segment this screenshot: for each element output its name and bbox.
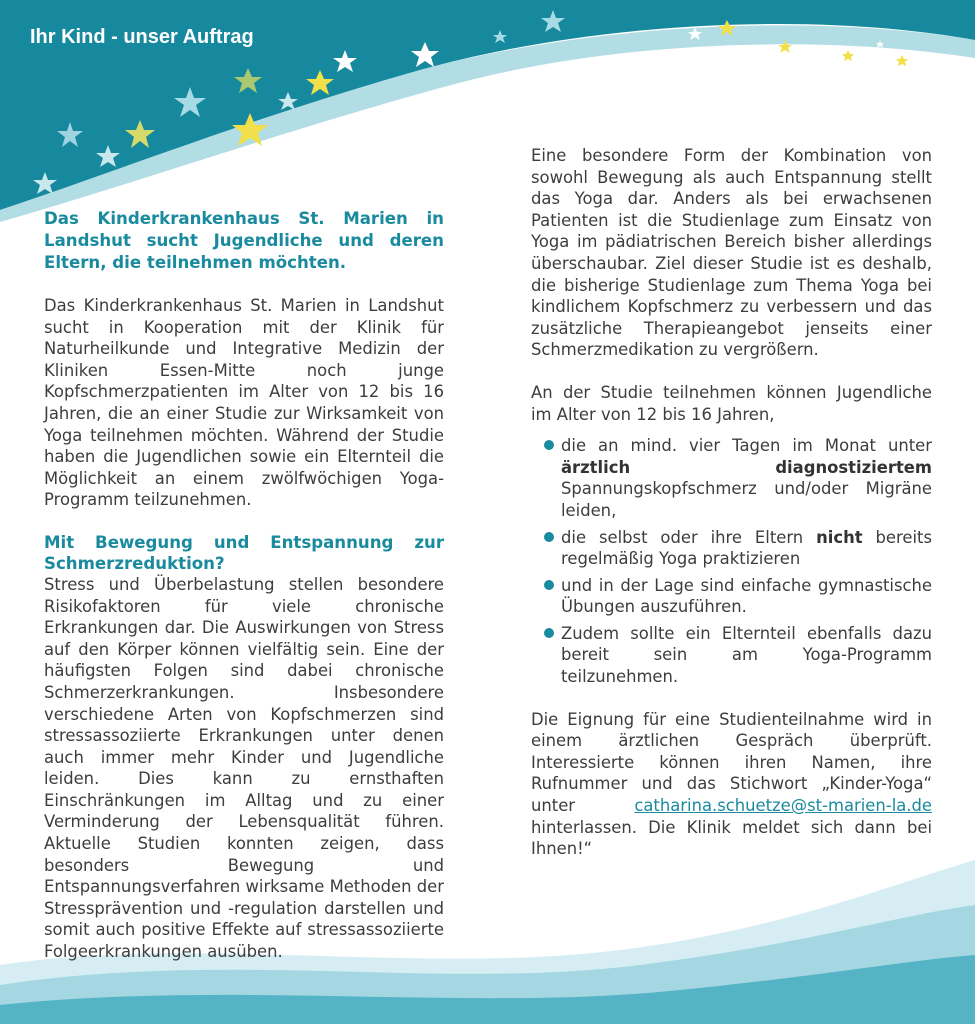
criteria-item: die an mind. vier Tagen im Monat unter ärztlich diagnostiziertem Spannungskopfschmerz und/oder Migräne leiden, <box>531 435 932 521</box>
left-paragraph-2: Stress und Überbelastung stellen besondere Risikofaktoren für viele chronische Erkrankungen dar. Die Auswirkungen von Stress auf den Körper können vielfältig sein. Eine der häufigsten Folgen sind dabei chronische Schmerzerkrankungen. Insbesondere verschiedene Arten von Kopfschmerzen sind stressassoziierte Erkrankungen unter denen auch immer mehr Kinder und Jugendliche leiden. Dies kann zu ernsthaften Einschränkungen im Alltag und zu einer Verminderung der Lebensqualität führen. Aktuelle Studien konnten zeigen, dass besonders Bewegung und Entspannungsverfahren wirksame Methoden der Stressprävention und -regulation darstellen und somit auch positive Effekte auf stressassoziierte Folgeerkrankungen ausüben. <box>44 574 444 962</box>
bullet-icon <box>544 580 554 590</box>
criteria-item: und in der Lage sind einfache gymnastische Übungen auszuführen. <box>531 575 932 618</box>
criteria-item: Zudem sollte ein Elternteil ebenfalls dazu bereit sein am Yoga-Programm teilzunehmen. <box>531 623 932 688</box>
left-column <box>44 208 444 963</box>
right-paragraph-1: Eine besondere Form der Kombination von sowohl Bewegung als auch Entspannung stellt das Yoga dar. Anders als bei erwachsenen Patienten ist die Studienlage zum Einsatz von Yoga im pädiatrischen Bereich bisher allerdings überschaubar. Ziel dieser Studie ist es deshalb, die bisherige Studienlage zum Thema Yoga bei kindlichem Kopfschmerz zu verbessern und das zusätzliche Therapieangebot jenseits einer Schmerzmedikation zu vergrößern. <box>531 146 932 360</box>
section-heading: Mit Bewegung und Entspannung zur Schmerzreduktion? <box>44 532 444 573</box>
email-link[interactable]: catharina.schuetze@st-marien-la.de <box>634 796 932 816</box>
intro-heading: Das Kinderkrankenhaus St. Marien in Landshut sucht Jugendliche und deren Eltern, die teilnehmen möchten. <box>44 209 444 272</box>
right-column <box>531 145 932 860</box>
right-paragraph-2: An der Studie teilnehmen können Jugendliche im Alter von 12 bis 16 Jahren, <box>531 382 932 424</box>
star-icon <box>842 50 854 61</box>
bullet-icon <box>544 532 554 542</box>
criteria-list <box>531 435 932 688</box>
criteria-item: die selbst oder ihre Eltern nicht bereits regelmäßig Yoga praktizieren <box>531 527 932 570</box>
left-paragraph-1: Das Kinderkrankenhaus St. Marien in Landshut sucht in Kooperation mit der Klinik für Naturheilkunde und Integrative Medizin der Kliniken Essen-Mitte noch junge Kopfschmerzpatienten im Alter von 12 bis 16 Jahren, die an einer Studie zur Wirksamkeit von Yoga teilnehmen möchten. Während der Studie haben die Jugendlichen sowie ein Elternteil die Möglichkeit an einem zwölfwöchigen Yoga-Programm teilzunehmen. <box>44 296 444 510</box>
contact-paragraph: Die Eignung für eine Studienteilnahme wird in einem ärztlichen Gespräch überprüft. Interessierte können ihren Namen, ihre Rufnummer und das Stichwort „Kinder-Yoga“ unter catharina.schuetze@st-marien-la.de hinterlassen. Die Klinik meldet sich dann bei Ihnen!“ <box>531 709 932 859</box>
bullet-icon <box>544 628 554 638</box>
star-icon <box>896 55 908 66</box>
bullet-icon <box>544 440 554 450</box>
header-title: Ihr Kind - unser Auftrag <box>30 26 254 48</box>
